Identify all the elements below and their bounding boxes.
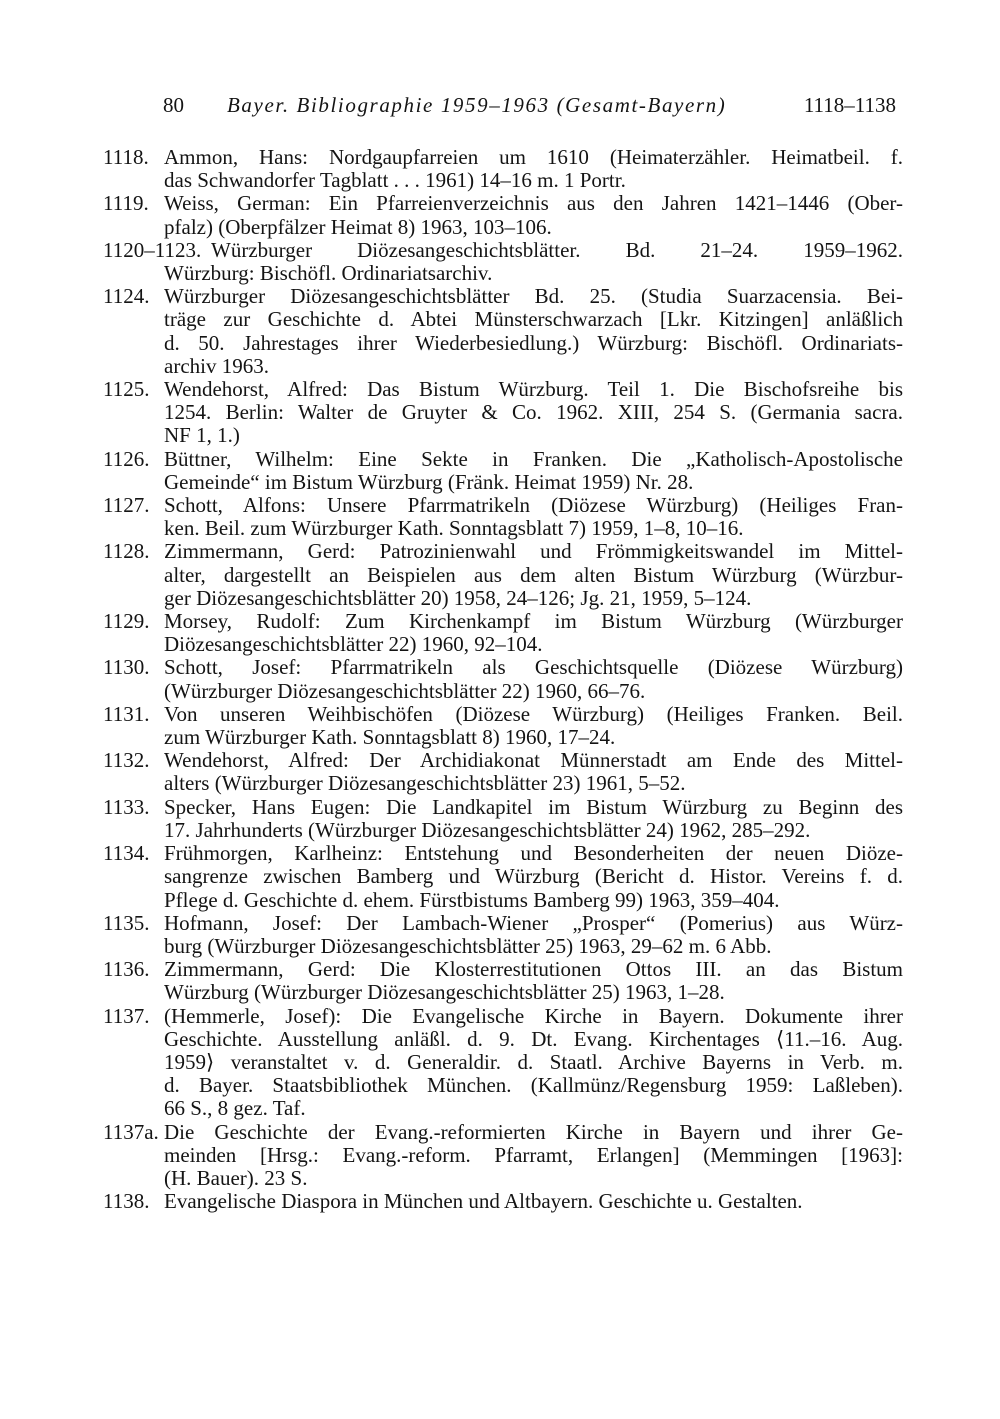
entry-line: alters (Würzburger Diözesangeschichtsblätter 23) 1961, 5–52. [164,771,686,796]
entry-number: 1136. [103,957,150,982]
entry-line: Specker, Hans Eugen: Die Landkapitel im Bistum Würzburg zu Beginn des [164,794,903,819]
entry-line: NF 1, 1.) [164,423,240,448]
entry-line: meinden [Hrsg.: Evang.-reform. Pfarramt, Erlangen] (Memmingen [1963]: [164,1142,903,1167]
entry-line: das Schwandorfer Tagblatt . . . 1961) 14–16 m. 1 Portr. [164,168,626,193]
entry-line: Würzburger Diözesangeschichtsblätter. Bd. 21–24. 1959–1962. [211,237,903,262]
entry-line: Schott, Josef: Pfarrmatrikeln als Geschichtsquelle (Diözese Würzburg) [164,655,903,680]
bibliography-entry [103,1005,903,1121]
entry-line: Zimmermann, Gerd: Patrozinienwahl und Frömmigkeitswandel im Mittel- [164,539,903,564]
bibliography-entry [103,146,903,192]
entry-number: 1120–1123. [103,237,202,262]
bibliography-entry [103,494,903,540]
bibliography-entry [103,239,903,285]
entry-line: Ammon, Hans: Nordgaupfarreien um 1610 (Heimaterzähler. Heimatbeil. f. [164,145,903,169]
entry-number: 1138. [103,1189,150,1214]
entry-line: Morsey, Rudolf: Zum Kirchenkampf im Bistum Würzburg (Würzburger [164,609,903,634]
entry-number: 1126. [103,446,150,471]
entry-line: (Hemmerle, Josef): Die Evangelische Kirche in Bayern. Dokumente ihrer [164,1003,903,1028]
entry-number: 1137. [103,1003,150,1028]
entry-line: Zimmermann, Gerd: Die Klosterrestitutionen Ottos III. an das Bistum [164,957,903,982]
page-number: 80 [163,93,184,117]
entry-line: Würzburg: Bischöfl. Ordinariatsarchiv. [164,261,493,286]
entry-line: 1959⟩ veranstaltet v. d. Generaldir. d. Staatl. Archive Bayerns in Verb. m. [164,1049,903,1074]
bibliography-entry [103,610,903,656]
entry-line: burg (Würzburger Diözesangeschichtsblätter 25) 1963, 29–62 m. 6 Abb. [164,933,772,958]
entry-line: Von unseren Weihbischöfen (Diözese Würzburg) (Heiliges Franken. Beil. [164,701,903,726]
running-header [163,93,896,125]
bibliography-entry [103,378,903,448]
entry-line: d. 50. Jahrestages ihrer Wiederbesiedlung.) Würzburg: Bischöfl. Ordinariats- [164,330,903,355]
entry-number: 1127. [103,493,150,518]
entry-line: (Würzburger Diözesangeschichtsblätter 22) 1960, 66–76. [164,678,646,703]
bibliography-entry [103,958,903,1004]
bibliography-entry [103,842,903,912]
entry-number: 1133. [103,794,150,819]
entry-line: Diözesangeschichtsblätter 22) 1960, 92–104. [164,632,543,657]
entry-line: alter, dargestellt an Beispielen aus dem alten Bistum Würzburg (Würzbur- [164,562,903,587]
entry-line: Die Geschichte der Evang.-reformierten Kirche in Bayern und ihrer Ge- [164,1119,903,1144]
bibliography-entry [103,796,903,842]
entry-line: ken. Beil. zum Würzburger Kath. Sonntagsblatt 7) 1959, 1–8, 10–16. [164,516,744,541]
entry-line: Würzburger Diözesangeschichtsblätter Bd. 25. (Studia Suarzacensia. Bei- [164,284,903,309]
entry-line: zum Würzburger Kath. Sonntagsblatt 8) 1960, 17–24. [164,725,616,750]
entry-line: d. Bayer. Staatsbibliothek München. (Kallmünz/Regensburg 1959: Laßleben). [164,1073,903,1098]
bibliography-entry [103,448,903,494]
entry-line: ger Diözesangeschichtsblätter 20) 1958, 24–126; Jg. 21, 1959, 5–124. [164,585,752,610]
entry-line: Evangelische Diaspora in München und Altbayern. Geschichte u. Gestalten. [164,1189,803,1214]
bibliography-entry [103,1190,903,1213]
bibliography-entry [103,912,903,958]
entry-line: Gemeinde“ im Bistum Würzburg (Fränk. Heimat 1959) Nr. 28. [164,469,694,494]
entry-number: 1132. [103,748,150,773]
entry-number: 1130. [103,655,150,680]
entry-line: Weiss, German: Ein Pfarreienverzeichnis aus den Jahren 1421–1446 (Ober- [164,191,903,216]
entry-line: Pflege d. Geschichte d. ehem. Fürstbistums Bamberg 99) 1963, 359–404. [164,887,780,912]
entry-line: sangrenze zwischen Bamberg und Würzburg (Bericht d. Histor. Vereins f. d. [164,864,903,889]
entry-number: 1137a. [103,1119,159,1144]
bibliography-list [103,146,903,1213]
bibliography-entry [103,285,903,378]
entry-line: pfalz) (Oberpfälzer Heimat 8) 1963, 103–106. [164,214,552,239]
bibliography-entry [103,656,903,702]
entry-range: 1118–1138 [803,93,896,117]
entry-line: (H. Bauer). 23 S. [164,1165,308,1190]
entry-number: 1134. [103,841,150,866]
entry-line: Frühmorgen, Karlheinz: Entstehung und Besonderheiten der neuen Diöze- [164,841,903,866]
entry-line: Wendehorst, Alfred: Das Bistum Würzburg. Teil 1. Die Bischofsreihe bis [164,377,903,402]
bibliography-entry [103,192,903,238]
entry-number: 1131. [103,701,150,726]
entry-line: 1254. Berlin: Walter de Gruyter & Co. 1962. XIII, 254 S. (Germania sacra. [164,400,903,425]
entry-number: 1119. [103,191,149,216]
entry-number: 1118. [103,145,149,169]
entry-number: 1125. [103,377,150,402]
running-title: Bayer. Bibliographie 1959–1963 (Gesamt-Bayern) [227,93,727,117]
entry-number: 1129. [103,609,150,634]
bibliography-entry [103,1121,903,1191]
bibliography-entry [103,540,903,610]
entry-line: Hofmann, Josef: Der Lambach-Wiener „Prosper“ (Pomerius) aus Würz- [164,910,903,935]
entry-line: archiv 1963. [164,353,269,378]
entry-line: 17. Jahrhunderts (Würzburger Diözesangeschichtsblätter 24) 1962, 285–292. [164,817,811,842]
entry-number: 1135. [103,910,150,935]
entry-number: 1124. [103,284,150,309]
entry-line: Geschichte. Ausstellung anläßl. d. 9. Dt. Evang. Kirchentages ⟨11.–16. Aug. [164,1026,903,1051]
bibliography-entry [103,703,903,749]
entry-line: Büttner, Wilhelm: Eine Sekte in Franken. Die „Katholisch-Apostolische [164,446,903,471]
bibliography-entry [103,749,903,795]
entry-line: 66 S., 8 gez. Taf. [164,1096,306,1121]
entry-line: Würzburg (Würzburger Diözesangeschichtsblätter 25) 1963, 1–28. [164,980,725,1005]
entry-line: träge zur Geschichte d. Abtei Münsterschwarzach [Lkr. Kitzingen] anläßlich [164,307,903,332]
entry-number: 1128. [103,539,150,564]
entry-line: Schott, Alfons: Unsere Pfarrmatrikeln (Diözese Würzburg) (Heiliges Fran- [164,493,903,518]
entry-line: Wendehorst, Alfred: Der Archidiakonat Münnerstadt am Ende des Mittel- [164,748,903,773]
